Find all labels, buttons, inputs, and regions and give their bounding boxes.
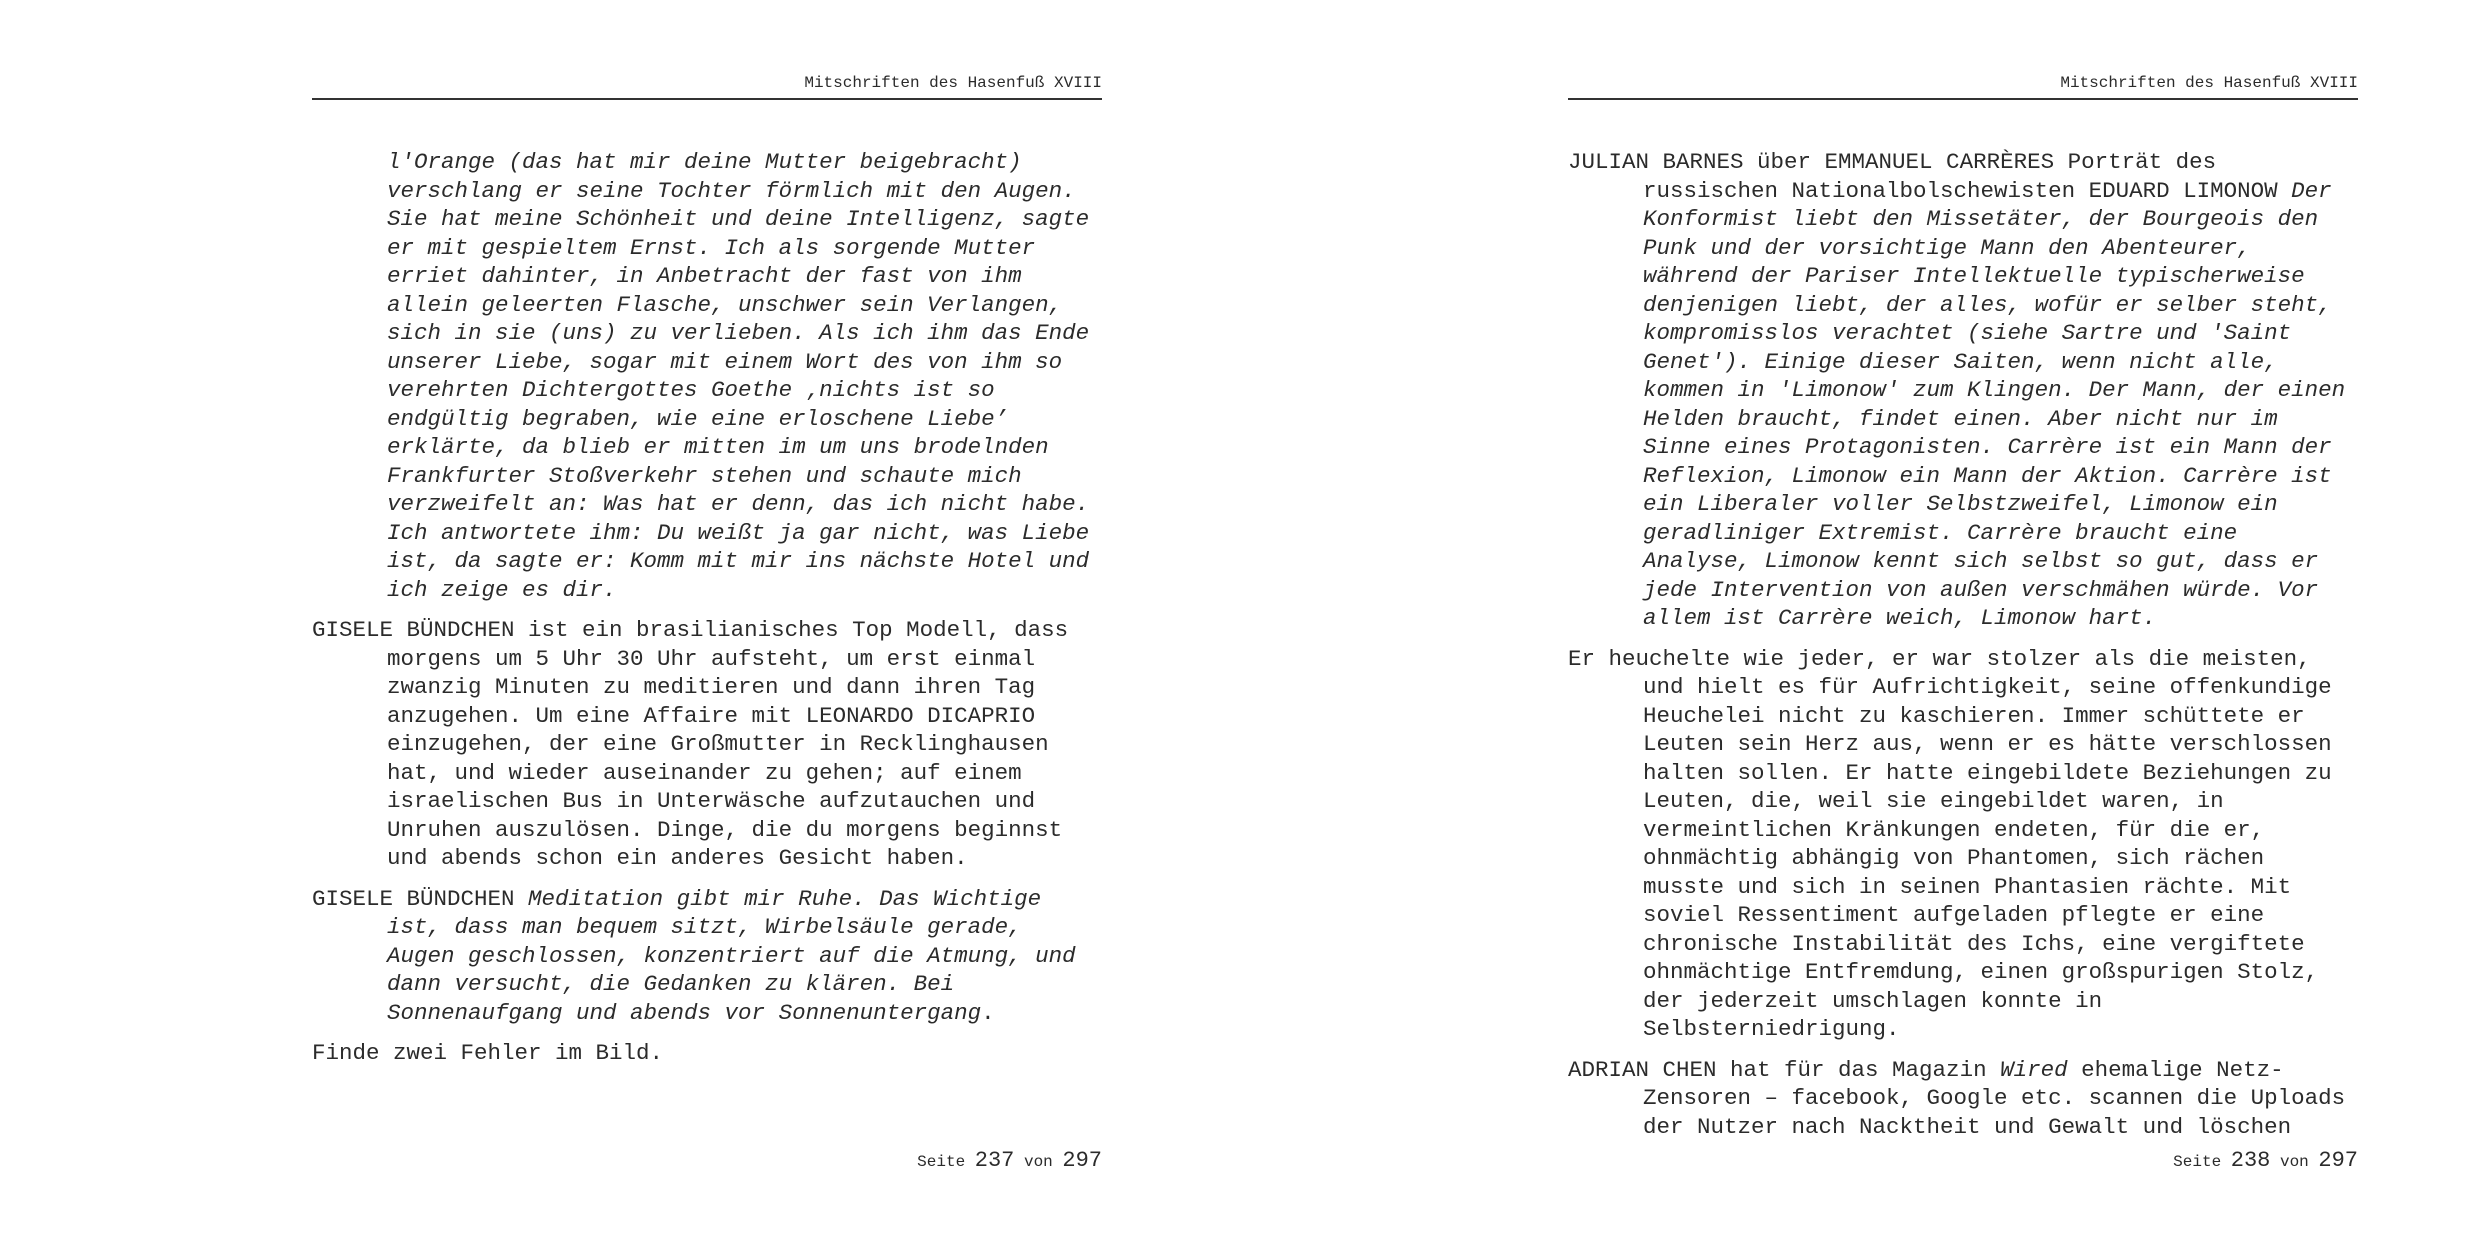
page-number: 238 — [2230, 1148, 2271, 1173]
page-footer — [1568, 1148, 2358, 1173]
right-page — [1568, 0, 2358, 1240]
paragraph-quote: Meditation gibt mir Ruhe. Das Wichtige ist, dass man bequem sitzt, Wirbelsäule gerade, Augen geschlossen, konzentriert auf die Atmung, und dann versucht, die Gedanken zu klären. Bei Sonnenaufgang und abends vor Sonnenuntergang — [387, 885, 1076, 1026]
paragraph-tail: ehemalige Netz-Zensoren – facebook, Google etc. scannen die Uploads der Nutzer nach Nacktheit und Gewalt und löschen — [1643, 1056, 2346, 1140]
footer-mid: von — [2270, 1153, 2319, 1171]
paragraph-quote: Der Konformist liebt den Missetäter, der Bourgeois den Punk und der vorsichtige Mann den Abenteurer, während der Pariser Intellektuelle typischerweise denjenigen liebt, der alles, wofür er selber steht, kompromisslos verachtet (siehe Sartre und 'Saint Genet'). Einige dieser Saiten, wenn nicht alle, kommen in 'Limonow' zum Klingen. Der Mann, der einen Helden braucht, findet einen. Aber nicht nur im Sinne eines Protagonisten. Carrère ist ein Mann der Reflexion, Limonow ein Mann der Aktion. Carrère ist ein Liberaler voller Selbstzweifel, Limonow ein geradliniger Extremist. Carrère braucht eine Analyse, Limonow kennt sich selbst so gut, dass er jede Intervention von außen verschmähen würde. Vor allem ist Carrère weich, Limonow hart. — [1643, 177, 2346, 631]
paragraph-tail: . — [981, 999, 995, 1026]
running-header: Mitschriften des Hasenfuß XVIII — [1568, 74, 2358, 100]
page-number: 237 — [974, 1148, 1015, 1173]
left-page — [312, 0, 1102, 1240]
paragraph-lead: GISELE BÜNDCHEN — [312, 885, 529, 912]
page-total: 297 — [1062, 1148, 1102, 1173]
paragraph-continuation: l'Orange (das hat mir deine Mutter beigebracht) verschlang er seine Tochter förmlich mit den Augen. Sie hat meine Schönheit und deine Intelligenz, sagte er mit gespieltem Ernst. Ich als sorgende Mutter erriet dahinter, in Anbetracht der fast von ihm allein geleerten Flasche, unschwer sein Verlangen, sich in sie (uns) zu verlieben. Als ich ihm das Ende unserer Liebe, sogar mit einem Wort des von ihm so verehrten Dichtergottes Goethe ‚nichts ist so endgültig begraben, wie eine erloschene Liebe’ erklärte, da blieb er mitten im um uns brodelnden Frankfurter Stoßverkehr stehen und schaute mich verzweifelt an: Was hat er denn, das ich nicht habe. Ich antwortete ihm: Du weißt ja gar nicht, was Liebe ist, da sagte er: Komm mit mir ins nächste Hotel und ich zeige es dir. — [387, 149, 1090, 603]
running-header: Mitschriften des Hasenfuß XVIII — [312, 74, 1102, 100]
footer-mid: von — [1014, 1153, 1063, 1171]
paragraph-heuchelei: Er heuchelte wie jeder, er war stolzer als die meisten, und hielt es für Aufrichtigkeit, seine offenkundige Heuchelei nicht zu kaschieren. Immer schüttete er Leuten sein Herz aus, wenn er es hätte verschlossen halten sollen. Er hatte eingebildete Beziehungen zu Leuten, die, weil sie eingebildet waren, in vermeintlichen Kränkungen endeten, für die er, ohnmächtig abhängig von Phantomen, sich rächen musste und sich in seinen Phantasien rächte. Mit soviel Ressentiment aufgeladen pflegte er eine chronische Instabilität des Ichs, eine vergiftete ohnmächtige Entfremdung, einen großspurigen Stolz, der jederzeit umschlagen konnte in Selbsterniedrigung. — [1568, 645, 2332, 1042]
paragraph-buendchen: GISELE BÜNDCHEN ist ein brasilianisches Top Modell, dass morgens um 5 Uhr 30 Uhr aufsteht, um erst einmal zwanzig Minuten zu meditieren und dann ihren Tag anzugehen. Um eine Affaire mit LEONARDO DICAPRIO einzugehen, der eine Großmutter in Recklinghausen hat, und wieder auseinander zu gehen; auf einem israelischen Bus in Unterwäsche aufzutauchen und Unruhen auszulösen. Dinge, die du morgens beginnst und abends schon ein anderes Gesicht haben. — [312, 617, 1069, 871]
magazine-title: Wired — [2000, 1056, 2068, 1083]
page-content — [312, 148, 1102, 1080]
page-total: 297 — [2318, 1148, 2358, 1173]
page-footer — [312, 1148, 1102, 1173]
paragraph-fehler: Finde zwei Fehler im Bild. — [312, 1040, 664, 1066]
paragraph-lead: JULIAN BARNES über EMMANUEL CARRÈRES Porträt des russischen Nationalbolschewisten EDUARD LIMONOW — [1568, 149, 2292, 204]
footer-prefix: Seite — [917, 1153, 975, 1171]
paragraph-lead: ADRIAN CHEN hat für das Magazin — [1568, 1056, 2001, 1083]
page-content — [1568, 148, 2358, 1153]
footer-prefix: Seite — [2173, 1153, 2231, 1171]
paragraph-chen — [1568, 1056, 2358, 1142]
paragraph-meditation — [312, 885, 1102, 1028]
paragraph-barnes — [1568, 148, 2358, 633]
